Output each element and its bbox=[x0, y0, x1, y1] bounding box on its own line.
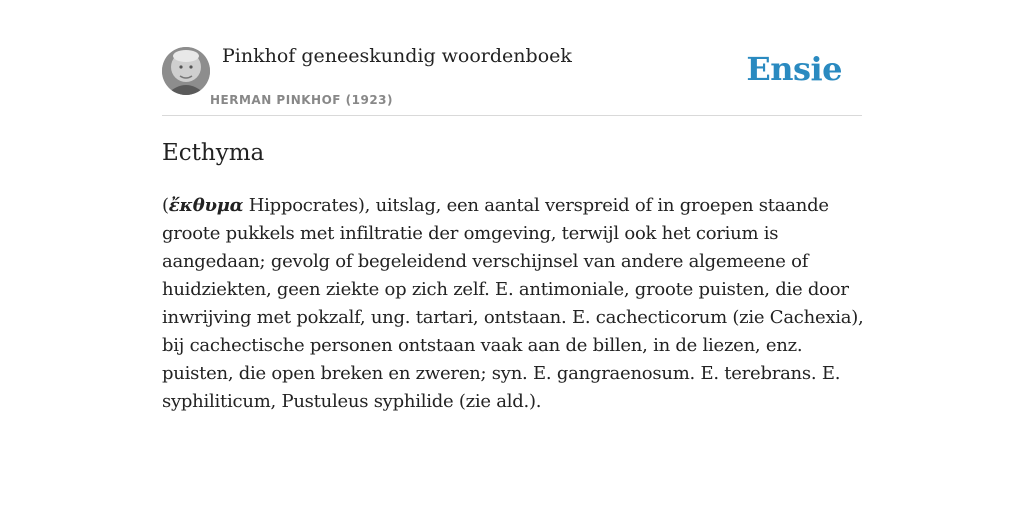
author-portrait-icon bbox=[162, 47, 210, 95]
page-container bbox=[162, 0, 864, 412]
dictionary-title-link[interactable]: Pinkhof geneeskundig woordenboek bbox=[222, 45, 572, 67]
author-avatar[interactable] bbox=[162, 47, 210, 95]
ensie-logo[interactable]: Ensie bbox=[746, 50, 842, 88]
definition-text: Hippocrates), uitslag, een aantal verspreid of in groepen staande groote pukkels met infiltratie der omgeving, terwijl ook het corium is aangedaan; gevolg of begeleidend verschijnsel van andere algemeene of huidziekten, geen ziekte op zich zelf. E. antimoniale, groote puisten, die door inwrijving met pokzalf, ung. tartari, ontstaan. E. cachecticorum (zie Cachexia), bij cachectische personen ontstaan vaak aan de billen, in de liezen, enz. puisten, die open breken en zweren; syn. E. gangraenosum. E. terebrans. E. syphiliticum, Pustuleus syphilide (zie ald.). bbox=[162, 195, 864, 412]
greek-term: ἔκθυμα bbox=[168, 195, 244, 216]
definition-open-paren: ( bbox=[162, 195, 169, 216]
entry-title: Ecthyma bbox=[162, 140, 265, 166]
entry-definition bbox=[162, 192, 872, 416]
dictionary-author: HERMAN PINKHOF (1923) bbox=[210, 93, 394, 107]
dictionary-header bbox=[162, 0, 862, 116]
